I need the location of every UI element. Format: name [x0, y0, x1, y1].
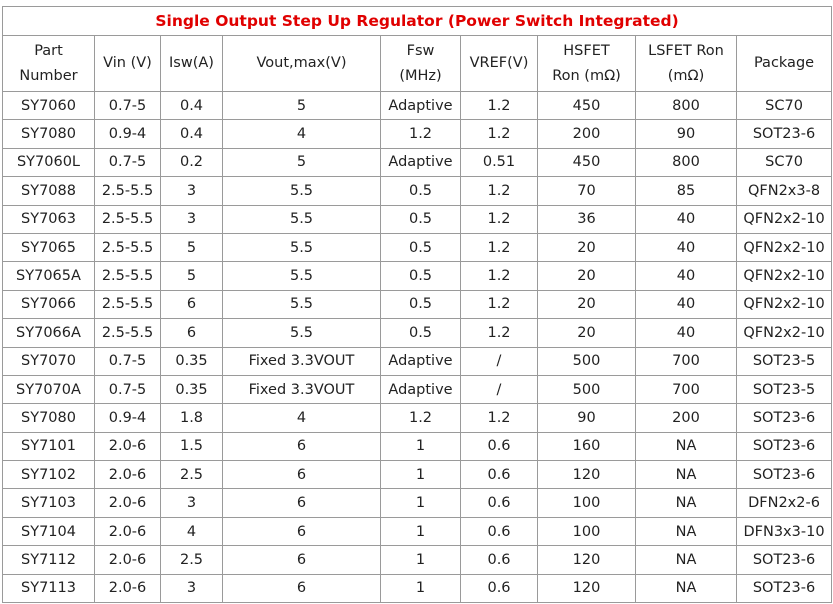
header-lsfet-ron-line: (mΩ) [667, 67, 705, 84]
cell-lsfet-ron: NA [636, 432, 737, 460]
cell-hsfet-ron: 120 [538, 546, 636, 574]
cell-part-number: SY7104 [3, 517, 95, 545]
cell-vref: 1.2 [461, 120, 538, 148]
cell-fsw: Adaptive [381, 148, 461, 176]
header-lsfet-ron-line: LSFET Ron [648, 42, 724, 59]
cell-fsw: 0.5 [381, 290, 461, 318]
cell-lsfet-ron: NA [636, 517, 737, 545]
cell-vref: 0.6 [461, 574, 538, 602]
cell-vout-max: 5.5 [223, 177, 381, 205]
cell-vout-max: 4 [223, 120, 381, 148]
header-vout-max-line: Vout,max(V) [256, 55, 347, 71]
cell-lsfet-ron: NA [636, 546, 737, 574]
header-vout-max [223, 36, 381, 92]
cell-vout-max: 5.5 [223, 262, 381, 290]
cell-lsfet-ron: 200 [636, 404, 737, 432]
header-fsw [381, 36, 461, 92]
cell-vin: 2.5-5.5 [95, 233, 161, 261]
cell-hsfet-ron: 20 [538, 233, 636, 261]
cell-vref: / [461, 347, 538, 375]
cell-isw: 0.35 [161, 347, 223, 375]
cell-vout-max: 6 [223, 517, 381, 545]
table-row [3, 290, 832, 318]
cell-vout-max: Fixed 3.3VOUT [223, 347, 381, 375]
cell-vref: 0.51 [461, 148, 538, 176]
cell-package: QFN2x2-10 [737, 290, 832, 318]
cell-vout-max: 6 [223, 432, 381, 460]
table-row [3, 262, 832, 290]
cell-vref: 1.2 [461, 262, 538, 290]
cell-hsfet-ron: 200 [538, 120, 636, 148]
cell-part-number: SY7066A [3, 319, 95, 347]
cell-part-number: SY7102 [3, 461, 95, 489]
cell-fsw: Adaptive [381, 347, 461, 375]
table-row [3, 177, 832, 205]
cell-lsfet-ron: 85 [636, 177, 737, 205]
table-row [3, 517, 832, 545]
cell-vout-max: 5 [223, 92, 381, 120]
table-row [3, 319, 832, 347]
cell-package: SOT23-5 [737, 347, 832, 375]
cell-fsw: 1 [381, 517, 461, 545]
cell-lsfet-ron: 90 [636, 120, 737, 148]
cell-isw: 3 [161, 489, 223, 517]
cell-fsw: 1 [381, 546, 461, 574]
cell-package: DFN3x3-10 [737, 517, 832, 545]
cell-isw: 5 [161, 262, 223, 290]
cell-lsfet-ron: 800 [636, 148, 737, 176]
table-row [3, 375, 832, 403]
cell-hsfet-ron: 500 [538, 347, 636, 375]
cell-fsw: 1.2 [381, 404, 461, 432]
cell-vin: 2.0-6 [95, 574, 161, 602]
cell-fsw: 1 [381, 489, 461, 517]
cell-package: SOT23-6 [737, 120, 832, 148]
regulator-spec-table [2, 6, 832, 603]
table-body [3, 92, 832, 603]
table-row [3, 574, 832, 602]
cell-lsfet-ron: 40 [636, 290, 737, 318]
cell-vout-max: 6 [223, 489, 381, 517]
cell-hsfet-ron: 20 [538, 290, 636, 318]
cell-fsw: 0.5 [381, 233, 461, 261]
cell-package: SOT23-6 [737, 461, 832, 489]
cell-package: QFN2x2-10 [737, 262, 832, 290]
table-row [3, 489, 832, 517]
cell-hsfet-ron: 20 [538, 319, 636, 347]
cell-part-number: SY7112 [3, 546, 95, 574]
cell-package: SC70 [737, 148, 832, 176]
cell-fsw: 0.5 [381, 205, 461, 233]
cell-vin: 2.0-6 [95, 546, 161, 574]
cell-vref: 0.6 [461, 489, 538, 517]
header-part-number-line: Number [19, 67, 78, 84]
table-row [3, 205, 832, 233]
cell-package: SOT23-6 [737, 404, 832, 432]
cell-isw: 0.35 [161, 375, 223, 403]
cell-part-number: SY7060L [3, 148, 95, 176]
cell-vin: 2.0-6 [95, 517, 161, 545]
cell-isw: 2.5 [161, 461, 223, 489]
header-lsfet-ron [636, 36, 737, 92]
cell-vref: 1.2 [461, 319, 538, 347]
cell-lsfet-ron: NA [636, 489, 737, 517]
cell-fsw: Adaptive [381, 375, 461, 403]
header-vin [95, 36, 161, 92]
cell-hsfet-ron: 160 [538, 432, 636, 460]
table-row [3, 347, 832, 375]
cell-vin: 2.0-6 [95, 489, 161, 517]
cell-vout-max: 4 [223, 404, 381, 432]
table-row [3, 546, 832, 574]
cell-hsfet-ron: 450 [538, 148, 636, 176]
cell-vout-max: 5.5 [223, 233, 381, 261]
cell-vref: 0.6 [461, 461, 538, 489]
cell-isw: 6 [161, 319, 223, 347]
header-hsfet-ron-line: Ron (mΩ) [552, 67, 621, 84]
cell-isw: 4 [161, 517, 223, 545]
header-fsw-line: Fsw [406, 42, 435, 59]
cell-lsfet-ron: 700 [636, 375, 737, 403]
cell-part-number: SY7070A [3, 375, 95, 403]
cell-fsw: 1.2 [381, 120, 461, 148]
cell-fsw: 0.5 [381, 319, 461, 347]
cell-vout-max: 6 [223, 461, 381, 489]
table-row [3, 404, 832, 432]
cell-hsfet-ron: 90 [538, 404, 636, 432]
table-row [3, 432, 832, 460]
cell-vref: 0.6 [461, 546, 538, 574]
cell-vin: 0.9-4 [95, 120, 161, 148]
cell-isw: 5 [161, 233, 223, 261]
regulator-table-container [2, 6, 831, 603]
cell-hsfet-ron: 20 [538, 262, 636, 290]
cell-package: SOT23-6 [737, 574, 832, 602]
cell-hsfet-ron: 500 [538, 375, 636, 403]
cell-vin: 2.5-5.5 [95, 262, 161, 290]
cell-hsfet-ron: 36 [538, 205, 636, 233]
cell-isw: 6 [161, 290, 223, 318]
cell-vout-max: 5.5 [223, 205, 381, 233]
cell-vout-max: 5 [223, 148, 381, 176]
cell-part-number: SY7088 [3, 177, 95, 205]
cell-part-number: SY7103 [3, 489, 95, 517]
cell-isw: 1.8 [161, 404, 223, 432]
cell-isw: 1.5 [161, 432, 223, 460]
cell-package: DFN2x2-6 [737, 489, 832, 517]
cell-vin: 2.0-6 [95, 432, 161, 460]
cell-part-number: SY7070 [3, 347, 95, 375]
cell-vref: 0.6 [461, 517, 538, 545]
cell-vref: 1.2 [461, 205, 538, 233]
cell-vref: 0.6 [461, 432, 538, 460]
cell-vref: 1.2 [461, 92, 538, 120]
cell-package: SOT23-6 [737, 432, 832, 460]
cell-vin: 0.9-4 [95, 404, 161, 432]
cell-vref: / [461, 375, 538, 403]
cell-fsw: 0.5 [381, 262, 461, 290]
header-vin-line: Vin (V) [103, 55, 152, 71]
cell-hsfet-ron: 100 [538, 517, 636, 545]
cell-hsfet-ron: 120 [538, 574, 636, 602]
cell-lsfet-ron: NA [636, 461, 737, 489]
cell-isw: 0.4 [161, 120, 223, 148]
cell-package: QFN2x3-8 [737, 177, 832, 205]
cell-isw: 2.5 [161, 546, 223, 574]
cell-vref: 1.2 [461, 177, 538, 205]
header-vref [461, 36, 538, 92]
cell-vout-max: 6 [223, 546, 381, 574]
cell-vin: 0.7-5 [95, 148, 161, 176]
cell-part-number: SY7066 [3, 290, 95, 318]
table-row [3, 92, 832, 120]
cell-part-number: SY7065A [3, 262, 95, 290]
cell-vin: 2.5-5.5 [95, 319, 161, 347]
cell-isw: 0.4 [161, 92, 223, 120]
cell-part-number: SY7101 [3, 432, 95, 460]
cell-package: SC70 [737, 92, 832, 120]
cell-package: QFN2x2-10 [737, 319, 832, 347]
cell-fsw: 1 [381, 432, 461, 460]
cell-vin: 2.5-5.5 [95, 290, 161, 318]
cell-vref: 1.2 [461, 233, 538, 261]
cell-part-number: SY7113 [3, 574, 95, 602]
cell-package: QFN2x2-10 [737, 205, 832, 233]
cell-vin: 2.5-5.5 [95, 205, 161, 233]
header-part-number-line: Part [34, 42, 63, 59]
table-row [3, 148, 832, 176]
header-part-number [3, 36, 95, 92]
table-title: Single Output Step Up Regulator (Power Switch Integrated) [3, 7, 832, 36]
cell-vin: 2.0-6 [95, 461, 161, 489]
cell-hsfet-ron: 450 [538, 92, 636, 120]
cell-vout-max: 5.5 [223, 290, 381, 318]
cell-fsw: 0.5 [381, 177, 461, 205]
cell-isw: 3 [161, 574, 223, 602]
cell-vin: 0.7-5 [95, 92, 161, 120]
cell-isw: 3 [161, 177, 223, 205]
cell-lsfet-ron: 40 [636, 233, 737, 261]
cell-vin: 0.7-5 [95, 347, 161, 375]
cell-part-number: SY7080 [3, 120, 95, 148]
cell-lsfet-ron: 40 [636, 319, 737, 347]
cell-lsfet-ron: 40 [636, 205, 737, 233]
cell-package: SOT23-5 [737, 375, 832, 403]
header-hsfet-ron-line: HSFET [563, 42, 610, 59]
cell-vref: 1.2 [461, 290, 538, 318]
cell-vout-max: 6 [223, 574, 381, 602]
cell-vin: 2.5-5.5 [95, 177, 161, 205]
cell-part-number: SY7080 [3, 404, 95, 432]
header-row [3, 36, 832, 92]
cell-vout-max: Fixed 3.3VOUT [223, 375, 381, 403]
header-hsfet-ron [538, 36, 636, 92]
cell-fsw: 1 [381, 461, 461, 489]
cell-package: QFN2x2-10 [737, 233, 832, 261]
title-row [3, 7, 832, 36]
cell-isw: 0.2 [161, 148, 223, 176]
cell-lsfet-ron: NA [636, 574, 737, 602]
cell-hsfet-ron: 70 [538, 177, 636, 205]
cell-fsw: 1 [381, 574, 461, 602]
cell-lsfet-ron: 40 [636, 262, 737, 290]
cell-part-number: SY7065 [3, 233, 95, 261]
cell-vout-max: 5.5 [223, 319, 381, 347]
cell-hsfet-ron: 120 [538, 461, 636, 489]
cell-fsw: Adaptive [381, 92, 461, 120]
cell-vin: 0.7-5 [95, 375, 161, 403]
cell-package: SOT23-6 [737, 546, 832, 574]
table-row [3, 120, 832, 148]
cell-part-number: SY7060 [3, 92, 95, 120]
header-package-line: Package [753, 55, 815, 71]
table-row [3, 233, 832, 261]
header-fsw-line: (MHz) [399, 67, 442, 84]
cell-vref: 1.2 [461, 404, 538, 432]
cell-isw: 3 [161, 205, 223, 233]
header-package [737, 36, 832, 92]
header-isw [161, 36, 223, 92]
cell-lsfet-ron: 800 [636, 92, 737, 120]
header-vref-line: VREF(V) [469, 55, 529, 71]
header-isw-line: Isw(A) [169, 55, 214, 71]
cell-part-number: SY7063 [3, 205, 95, 233]
cell-hsfet-ron: 100 [538, 489, 636, 517]
table-row [3, 461, 832, 489]
cell-lsfet-ron: 700 [636, 347, 737, 375]
